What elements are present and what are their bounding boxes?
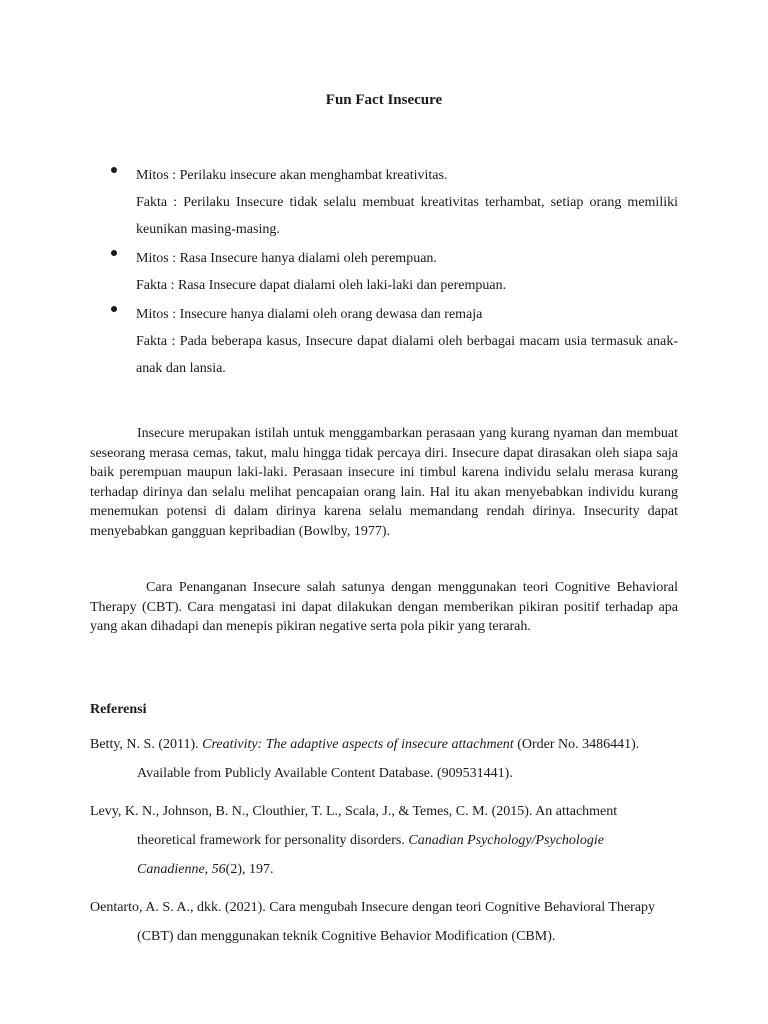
references-list xyxy=(90,730,678,960)
list-item xyxy=(111,301,678,382)
myth-text: Mitos : Insecure hanya dialami oleh orang dewasa dan remaja xyxy=(136,307,483,322)
ref-text: , xyxy=(204,862,212,877)
body-paragraph: Cara Penanganan Insecure salah satunya dengan menggunakan teori Cognitive Behavioral Therapy (CBT). Cara mengatasi ini dapat dilakukan dengan memberikan pikiran positif terhadap apa yang akan dihadapi dan menepis pikiran negative serta pola pikir yang terarah. xyxy=(90,580,678,634)
myth-fact-list xyxy=(111,162,678,384)
bullet-icon xyxy=(111,306,117,312)
reference-entry xyxy=(90,797,678,884)
page-title: Fun Fact Insecure xyxy=(325,92,443,108)
fact-text: Fakta : Rasa Insecure dapat dialami oleh laki-laki dan perempuan. xyxy=(136,278,507,293)
fact-text: Fakta : Pada beberapa kasus, Insecure dapat dialami oleh berbagai macam usia termasuk anak-anak dan lansia. xyxy=(136,334,678,376)
ref-text: Betty, N. S. (2011). xyxy=(90,737,203,752)
reference-entry xyxy=(90,730,678,788)
ref-text: Levy, K. N., Johnson, B. N., Clouthier, T. L., Scala, J., & Temes, C. M. (2015). An attachment theoretical framework for personality disorders. xyxy=(90,804,618,848)
bullet-icon xyxy=(111,250,117,256)
bullet-icon xyxy=(111,167,117,173)
references-heading: Referensi xyxy=(90,702,147,717)
ref-text: (Order No. 3486441). Available from Publicly Available Content Database. (909531441). xyxy=(137,737,640,781)
myth-text: Mitos : Perilaku insecure akan menghambat kreativitas. xyxy=(136,168,448,183)
ref-volume: 56 xyxy=(211,862,226,877)
ref-text: Oentarto, A. S. A., dkk. (2021). Cara mengubah Insecure dengan teori Cognitive Behavioral Therapy (CBT) dan menggunakan teknik Cognitive Behavior Modification (CBM). xyxy=(90,900,656,944)
ref-title: Creativity: The adaptive aspects of insecure attachment xyxy=(202,737,514,752)
ref-journal: Canadian Psychology/Psychologie Canadienne xyxy=(137,833,604,877)
ref-text: (2), 197. xyxy=(225,862,274,877)
myth-text: Mitos : Rasa Insecure hanya dialami oleh perempuan. xyxy=(136,251,437,266)
body-paragraph: Insecure merupakan istilah untuk menggambarkan perasaan yang kurang nyaman dan membuat seseorang merasa cemas, takut, malu hingga tidak percaya diri. Insecure dapat dirasakan oleh siapa saja baik perempuan maupun laki-laki. Perasaan insecure ini timbul karena individu selalu merasa kurang terhadap dirinya dan selalu melihat pencapaian orang lain. Hal itu akan menyebabkan individu kurang menemukan potensi di dalam dirinya karena selalu memandang rendah dirinya. Insecurity dapat menyebabkan gangguan kepribadian (Bowlby, 1977). xyxy=(90,426,678,539)
list-item xyxy=(111,162,678,243)
reference-entry xyxy=(90,893,678,951)
list-item xyxy=(111,245,678,299)
fact-text: Fakta : Perilaku Insecure tidak selalu membuat kreativitas terhambat, setiap orang memiliki keunikan masing-masing. xyxy=(136,195,678,237)
